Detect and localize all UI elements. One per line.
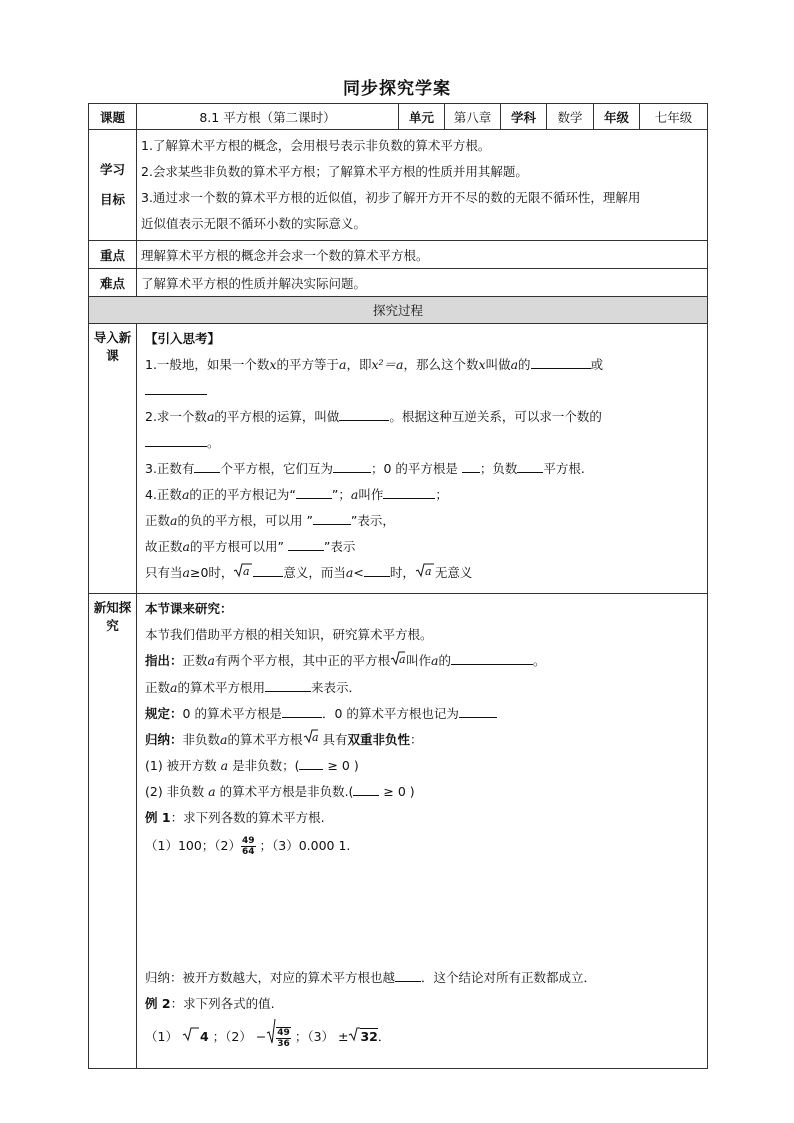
blank[interactable] — [364, 564, 390, 577]
header-row — [89, 104, 708, 130]
process-row — [89, 297, 708, 324]
blank[interactable] — [145, 382, 207, 395]
blank[interactable] — [194, 460, 220, 473]
summary-line: 归纳：被开方数越大，对应的算术平方根也越 ．这个结论对所有正数都成立． — [145, 970, 597, 985]
svg-text:a: a — [311, 731, 319, 744]
newknow-content — [137, 594, 708, 1069]
intro-q7: 只有当a≥0时， a 意义，而当a< 时， a 无意义 — [145, 560, 703, 587]
newknow-p4: 规定：0 的算术平方根是 ．0 的算术平方根也记为 — [145, 701, 703, 727]
goals-row — [89, 130, 708, 241]
key-row — [89, 241, 708, 269]
example-2: 例 2：求下列各式的值. — [145, 996, 275, 1011]
blank[interactable] — [296, 486, 332, 499]
intro-q2: 2.求一个数a的平方根的运算，叫做 。根据这种互逆关系，可以求一个数的 — [145, 409, 602, 424]
svg-text:a: a — [399, 652, 406, 666]
intro-row — [89, 324, 708, 594]
blank[interactable] — [265, 679, 311, 692]
newknow-p5: 归纳：非负数a的算术平方根 a 具有双重非负性： — [145, 727, 703, 754]
svg-text:a: a — [243, 564, 250, 578]
sqrt-a-icon — [415, 561, 435, 587]
intro-q1: 1.一般地，如果一个数x的平方等于a，即x²＝a，那么这个数x叫做a的 或 — [145, 357, 604, 372]
svg-text:a: a — [424, 564, 432, 578]
newknow-p3: 正数a的算术平方根用 来表示． — [145, 679, 361, 695]
difficulty-label: 难点 — [89, 269, 137, 297]
blank[interactable] — [395, 969, 421, 982]
plus-minus-sign: ± — [338, 1029, 349, 1044]
intro-q6: 故正数a的平方根可以用” ”表示 — [145, 539, 356, 554]
blank[interactable] — [462, 460, 480, 473]
subject-value: 数学 — [547, 104, 594, 130]
newknow-label: 新知探究 — [89, 594, 137, 1069]
blank[interactable] — [459, 705, 497, 718]
unit-value: 第八章 — [445, 104, 501, 130]
sqrt-icon — [348, 1021, 360, 1055]
sqrt-icon — [266, 1017, 276, 1058]
intro-q3: 3.正数有 个平方根，它们互为 ；0 的平方根是 ；负数 平方根. — [145, 461, 585, 476]
newknow-heading: 本节课来研究： — [145, 601, 233, 616]
blank[interactable] — [253, 564, 283, 577]
newknow-p7: (2) 非负数 a 的算术平方根是非负数.( ≥ 0 ) — [145, 784, 415, 799]
unit-label: 单元 — [399, 104, 445, 130]
intro-q5: 正数a的负的平方根，可以用 ” ”表示， — [145, 513, 395, 528]
intro-heading: 【引入思考】 — [145, 331, 221, 346]
blank[interactable] — [333, 460, 371, 473]
worksheet-table — [88, 103, 708, 1069]
subject-label: 学科 — [501, 104, 547, 130]
course-label: 课题 — [89, 104, 137, 130]
example-2-items: （1） 4 ；（2） − $\frac{49}{36}$ ；（3） ± 32． — [145, 1017, 703, 1058]
blank[interactable] — [451, 652, 533, 665]
sqrt-a-icon — [303, 727, 319, 753]
newknow-p6: (1) 被开方数 a 是非负数；( ≥ 0 ) — [145, 758, 359, 773]
sqrt-a-icon — [390, 649, 406, 675]
blank[interactable] — [531, 356, 591, 369]
difficulty-row — [89, 269, 708, 297]
blank[interactable] — [282, 705, 322, 718]
goal-line-4: 近似值表示无限不循环小数的实际意义。 — [141, 216, 367, 231]
process-header: 探究过程 — [89, 297, 708, 324]
blank[interactable] — [288, 538, 324, 551]
sqrt-icon — [182, 1021, 200, 1055]
goal-line-3: 3.通过求一个数的算术平方根的近似值，初步了解开方开不尽的数的无限不循环性，理解用 — [141, 190, 641, 205]
blank[interactable] — [383, 486, 435, 499]
blank[interactable] — [145, 434, 207, 447]
blank[interactable] — [353, 783, 379, 796]
example-1: 例 1：求下列各数的算术平方根. — [145, 810, 325, 825]
goal-line-1: 1.了解算术平方根的概念，会用根号表示非负数的算术平方根。 — [141, 138, 491, 153]
grade-label: 年级 — [594, 104, 640, 130]
fraction: $\frac{49}{36}$ — [277, 1027, 290, 1049]
newknow-p1: 本节我们借助平方根的相关知识，研究算术平方根。 — [145, 627, 433, 642]
answer-space[interactable] — [145, 861, 703, 965]
blank[interactable] — [299, 757, 323, 770]
intro-content: 【引入思考】 1.一般地，如果一个数x的平方等于a，即x²＝a，那么这个数x叫做a的 或 2.求一个数a的平方根的运算，叫做 。根据这种互逆关系，可以求一个数的 。 3.正数有 个平方根，它们互为 ；0 的平方根是 ；负数 平方根. 4.正数a的正的平方根记为“ ”；a叫作 ； 正数a的负的平方根，可以用 ” ”表示， 故正数a的平方根可以用” ”表示 只有当a≥0时， a 意义，而当a< 时， a 无意义 — [137, 324, 708, 594]
minus-sign: − — [255, 1029, 267, 1044]
key-label: 重点 — [89, 241, 137, 269]
newknow-row — [89, 594, 708, 1069]
newknow-p2: 指出：正数a有两个平方根，其中正的平方根 a 叫作a的 。 — [145, 648, 703, 675]
goal-line-2: 2.会求某些非负数的算术平方根；了解算术平方根的性质并用其解题。 — [141, 164, 528, 179]
grade-value: 七年级 — [640, 104, 708, 130]
fraction: $\frac{49}{64}$ — [242, 836, 255, 857]
blank[interactable] — [313, 512, 351, 525]
key-text: 理解算术平方根的概念并会求一个数的算术平方根。 — [137, 241, 708, 269]
goals-label: 学习 目标 — [89, 130, 137, 241]
example-1-items: （1）100；（2） $\frac{49}{64}$ ；（3）0.000 1. — [145, 836, 351, 857]
goals-content — [137, 130, 708, 241]
sqrt-a-icon — [233, 561, 253, 587]
blank[interactable] — [339, 408, 389, 421]
page-title: 同步探究学案 — [343, 79, 451, 99]
blank[interactable] — [517, 460, 543, 473]
intro-label: 导入新课 — [89, 324, 137, 594]
intro-q4: 4.正数a的正的平方根记为“ ”；a叫作 ； — [145, 487, 448, 502]
difficulty-text: 了解算术平方根的性质并解决实际问题。 — [137, 269, 708, 297]
course-value: 8.1 平方根（第二课时） — [137, 104, 399, 130]
